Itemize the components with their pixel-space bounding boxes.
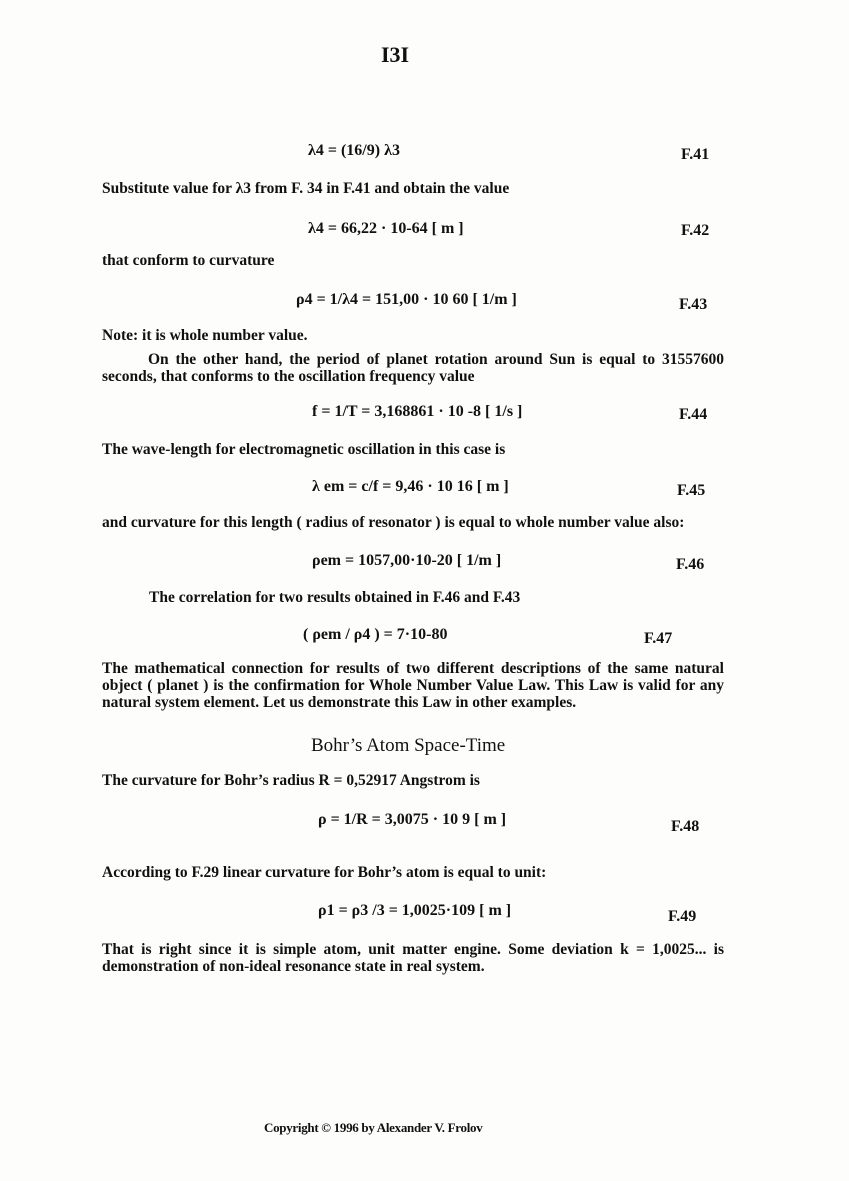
formula-f47: ( ρem / ρ4 ) = 7·10-80	[303, 626, 448, 643]
paragraph-planet-rotation: On the other hand, the period of planet rotation around Sun is equal to 31557600 seconds, that conforms to the oscillation frequency value	[102, 351, 724, 385]
text-line-note: Note: it is whole number value.	[102, 327, 308, 344]
text-line-substitute: Substitute value for λ3 from F. 34 in F.41 and obtain the value	[102, 180, 510, 197]
formula-f41: λ4 = (16/9) λ3	[308, 142, 400, 159]
formula-label-f43: F.43	[679, 296, 708, 313]
paragraph-whole-number-law: The mathematical connection for results of two different descriptions of the same natural object ( planet ) is the confirmation for Whole Number Value Law. This Law is valid for any natural system element. Let us demonstrate this Law in other examples.	[102, 660, 724, 711]
text-line-bohr-radius: The curvature for Bohr’s radius R = 0,52917 Angstrom is	[102, 772, 480, 789]
formula-label-f44: F.44	[679, 406, 708, 423]
formula-f45: λ em = c/f = 9,46 · 10 16 [ m ]	[312, 478, 509, 495]
formula-f44: f = 1/T = 3,168861 · 10 -8 [ 1/s ]	[312, 403, 523, 420]
formula-label-f49: F.49	[668, 908, 697, 925]
text-line-curvature-length: and curvature for this length ( radius of resonator ) is equal to whole number value also:	[102, 514, 685, 531]
text-line-conform: that conform to curvature	[102, 252, 275, 269]
formula-f46: ρem = 1057,00·10-20 [ 1/m ]	[312, 552, 502, 569]
formula-label-f41: F.41	[681, 146, 710, 163]
formula-label-f47: F.47	[644, 630, 673, 647]
text-line-wavelength: The wave-length for electromagnetic oscillation in this case is	[102, 441, 506, 458]
copyright-footer: Copyright © 1996 by Alexander V. Frolov	[264, 1120, 483, 1135]
formula-f48: ρ = 1/R = 3,0075 · 10 9 [ m ]	[318, 811, 507, 828]
formula-f49: ρ1 = ρ3 /3 = 1,0025·109 [ m ]	[318, 902, 512, 919]
formula-label-f45: F.45	[677, 482, 706, 499]
text-line-according: According to F.29 linear curvature for Bohr’s atom is equal to unit:	[102, 864, 547, 881]
formula-label-f48: F.48	[671, 818, 700, 835]
text-line-correlation: The correlation for two results obtained in F.46 and F.43	[149, 589, 521, 606]
formula-label-f42: F.42	[681, 222, 710, 239]
formula-f43: ρ4 = 1/λ4 = 151,00 · 10 60 [ 1/m ]	[296, 291, 517, 308]
paragraph-simple-atom: That is right since it is simple atom, unit matter engine. Some deviation k = 1,0025... is demonstration of non-ideal resonance state in real system.	[102, 941, 724, 975]
page-number: I3I	[380, 42, 410, 67]
formula-label-f46: F.46	[676, 556, 705, 573]
formula-f42: λ4 = 66,22 · 10-64 [ m ]	[308, 220, 464, 237]
section-heading: Bohr’s Atom Space-Time	[311, 735, 506, 756]
